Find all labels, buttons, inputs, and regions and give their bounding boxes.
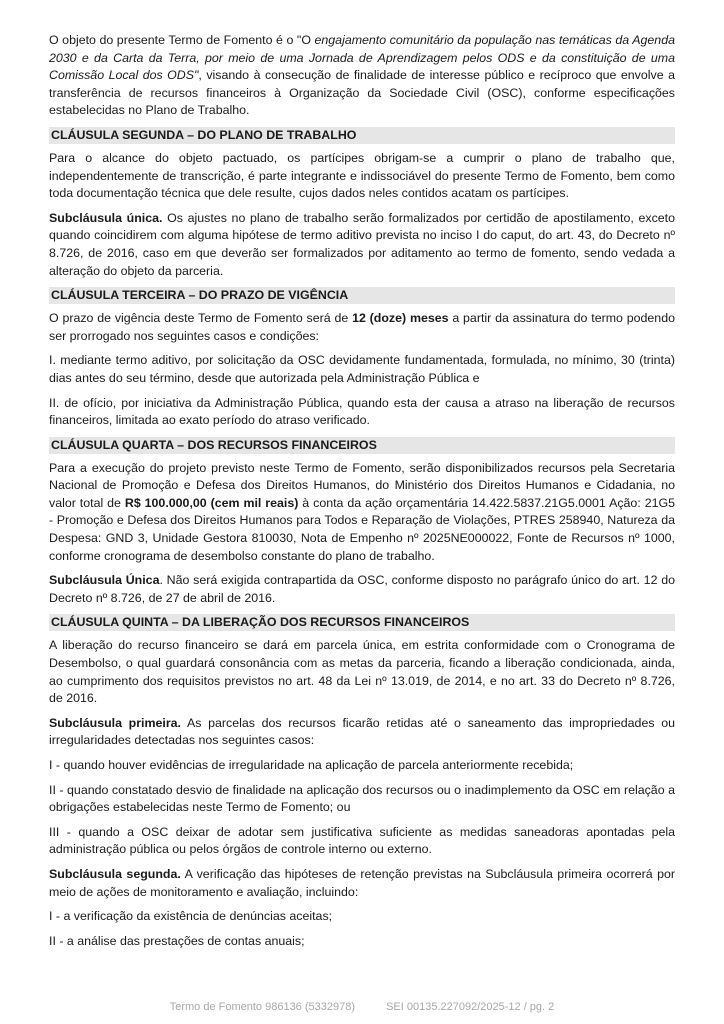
page-footer xyxy=(0,1001,724,1013)
clause5-case-2: II - quando constatado desvio de finalidade na aplicação dos recursos ou o inadimplemento da OSC em relação a obrigações estabelecidas neste Termo de Fomento; ou xyxy=(49,782,675,815)
text-run: As parcelas dos recursos ficarão retidas até o saneamento das impropriedades ou irregularidades detectadas nos seguintes casos: xyxy=(49,715,675,748)
object-paragraph xyxy=(49,32,675,120)
clause5-subclause-1 xyxy=(49,715,675,750)
subclause-label: Subcláusula Única xyxy=(49,573,160,588)
document-body xyxy=(49,32,675,957)
footer-document-id: Termo de Fomento 986136 (5332978) xyxy=(169,1001,356,1013)
subclause-label: Subcláusula única. xyxy=(49,210,163,225)
clause5-subclause-2 xyxy=(49,866,675,901)
clause2-paragraph: Para o alcance do objeto pactuado, os partícipes obrigam-se a cumprir o plano de trabalho que, independentemente de transcrição, é parte integrante e indissociável do presente Termo de Fomento, bem como toda documentação técnica que dele resulte, cujos dados neles contidos acatam os partícipes. xyxy=(49,150,675,201)
clause-heading-4: CLÁUSULA QUARTA – DOS RECURSOS FINANCEIROS xyxy=(49,437,675,454)
text-run: Os ajustes no plano de trabalho serão formalizados por certidão de apostilamento, exceto quando coincidirem com alguma hipótese de termo aditivo prevista no inciso I do caput, do art. 43, do Decreto nº 8.726, de 2016, caso em que deverão ser formalizados por aditamento ao termo de fomento, sendo vedada a alteração do objeto da parceria. xyxy=(49,210,675,278)
clause3-item-1: I. mediante termo aditivo, por solicitação da OSC devidamente fundamentada, formulada, no mínimo, 30 (trinta) dias antes do seu término, desde que autorizada pela Administração Pública e xyxy=(49,353,675,385)
subclause-label: Subcláusula segunda. xyxy=(49,866,181,881)
text-run: à conta da ação orçamentária 14.422.5837.21G5.0001 Ação: 21G5 - Promoção e Defesa dos Direitos Humanos para Todos e Reparação de Violações, PTRES 258940, Natureza da Despesa: GND 3, Unidade Gestora 810030, Nota de Empenho nº 2025NE000022, Fonte de Recursos nº 1000, conforme cronograma de desembolso constante do plano de trabalho. xyxy=(49,495,676,563)
clause4-paragraph xyxy=(49,460,675,566)
text-run: Para a execução do projeto previsto neste Termo de Fomento, serão disponibilizados recursos pela Secretaria Nacional de Promoção e Defesa dos Direitos Humanos, do Ministério dos Direitos Humanos e Cidadania, no valor total de xyxy=(49,460,675,510)
clause4-subclause xyxy=(49,572,675,607)
footer-process-page: SEI 00135.227092/2025-12 / pg. 2 xyxy=(386,1001,555,1013)
subclause-label: Subcláusula primeira. xyxy=(49,715,181,730)
clause5-case-1: I - quando houver evidências de irregularidade na aplicação de parcela anteriormente recebida; xyxy=(49,758,574,772)
clause5-paragraph: A liberação do recurso financeiro se dará em parcela única, em estrita conformidade com o Cronograma de Desembolso, o qual guardará consonância com as metas da parceria, ficando a liberação condicionada, ainda, ao cumprimento dos requisitos previstos no art. 48 da Lei nº 13.019, de 2014, e no art. 33 do Decreto nº 8.726, de 2016. xyxy=(49,638,675,706)
text-run: A verificação das hipóteses de retenção previstas na Subcláusula primeira ocorrerá por meio de ações de monitoramento e avaliação, incluindo: xyxy=(49,866,675,899)
text-run: O prazo de vigência deste Termo de Fomento será de xyxy=(49,311,353,326)
clause-heading-5: CLÁUSULA QUINTA – DA LIBERAÇÃO DOS RECURSOS FINANCEIROS xyxy=(49,614,675,631)
clause5-item-2: II - a análise das prestações de contas anuais; xyxy=(49,933,305,948)
clause-heading-2: CLÁUSULA SEGUNDA – DO PLANO DE TRABALHO xyxy=(49,127,675,144)
total-amount: R$ 100.000,00 (cem mil reais) xyxy=(124,495,299,510)
clause3-item-2: II. de ofício, por iniciativa da Administração Pública, quando esta der causa a atraso na liberação de recursos financeiros, limitada ao exato período do atraso verificado. xyxy=(49,395,675,428)
object-title-italic: engajamento comunitário da população nas temáticas da Agenda 2030 e da Carta da Terra, por meio de uma Jornada de Aprendizagem pelos ODS e da constituição de uma Comissão Local dos ODS" xyxy=(49,33,675,83)
clause3-paragraph xyxy=(49,310,675,345)
clause5-case-3: III - quando a OSC deixar de adotar sem justificativa suficiente as medidas saneadoras apontadas pela administração pública ou pelos órgãos de controle interno ou externo. xyxy=(49,824,675,857)
text-run: , visando à consecução de finalidade de interesse público e recíproco que envolve a transferência de recursos financeiros à Organização da Sociedade Civil (OSC), conforme especificações estabelecidas no Plano de Trabalho. xyxy=(49,68,675,118)
text-run: . Não será exigida contrapartida da OSC, conforme disposto no parágrafo único do art. 12 do Decreto nº 8.726, de 27 de abril de 2016. xyxy=(49,573,675,605)
clause5-item-1: I - a verificação da existência de denúncias aceitas; xyxy=(49,909,333,924)
text-run: a partir da assinatura do termo podendo ser prorrogado nos seguintes casos e condições: xyxy=(49,311,675,343)
text-run: O objeto do presente Termo de Fomento é o "O xyxy=(49,33,315,47)
clause-heading-3: CLÁUSULA TERCEIRA – DO PRAZO DE VIGÊNCIA xyxy=(49,287,675,304)
clause2-subclause xyxy=(49,210,675,280)
term-duration: 12 (doze) meses xyxy=(352,311,449,326)
